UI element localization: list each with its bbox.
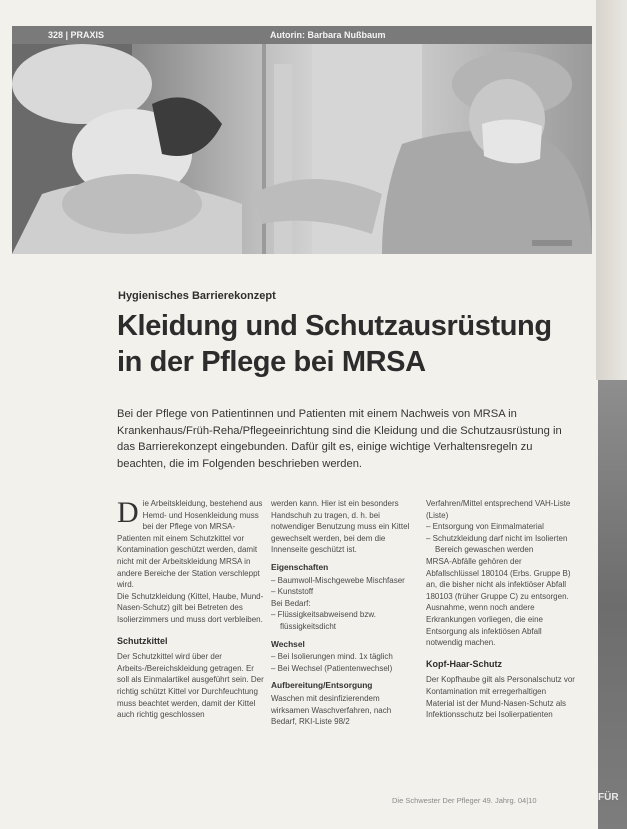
list-item: – Kunststoff xyxy=(271,587,314,597)
text-column-3 xyxy=(426,498,576,721)
adjacent-page-edge xyxy=(596,0,627,380)
heading-aufbereitung: Aufbereitung/Entsorgung xyxy=(271,680,373,691)
list-item: – Bei Wechsel (Patientenwechsel) xyxy=(271,663,393,673)
waste-paragraph: MRSA-Abfälle gehören der Abfallschlüssel 180104 (Erbs. Gruppe B) an, die bisher nicht als infektiöser Abfall 180103 (früher Gruppe C) zu entsorgen. Ausnahme, wenn noch andere Erkrankungen vorliegen, die eine Entsorgung als infektiösen Abfall notwendig machen. xyxy=(426,556,571,648)
disposal-text: Waschen mit desinfizierendem wirksamen Waschverfahren, nach Bedarf, RKI-Liste 98/2 xyxy=(271,693,392,727)
article-kicker: Hygienisches Barrierekonzept xyxy=(118,290,276,302)
intro-text: ie Arbeitskleidung, bestehend aus Hemd- und Hosenkleidung muss bei der Pflege von MRSA-Patienten mit einem Schutzkittel vor Kontamination geschützt werden, damit nicht mit der Arbeitskleidung MRSA in andere Bereiche der Station verschleppt wird. xyxy=(117,499,263,590)
article-title-line1: Kleidung und Schutzausrüstung xyxy=(117,310,552,342)
list-item: – Bei Isolierungen mind. 1x täglich xyxy=(271,652,393,662)
intro-text-2: Die Schutzkleidung (Kittel, Haube, Mund-Nasen-Schutz) gilt bei Betreten des Isolierzimmers und muss dort verbleiben. xyxy=(117,591,264,624)
section-heading-schutzkittel: Schutzkittel xyxy=(117,635,168,646)
section-heading-kopf-haar-schutz: Kopf-Haar-Schutz xyxy=(426,658,502,669)
drop-cap: D xyxy=(117,496,139,529)
photo-illustration xyxy=(12,44,592,254)
adjacent-page-mark: FÜR xyxy=(598,792,619,803)
properties-list xyxy=(271,575,419,598)
page-section-label: 328 | PRAXIS xyxy=(48,30,105,40)
col2-intro: werden kann. Hier ist ein besonders Handschuh zu tragen, d. h. bei notwendiger Benutzung muss ein Kittel gewechselt werden, bei dem die Innenseite geschützt ist. xyxy=(271,499,410,555)
heading-wechsel: Wechsel xyxy=(271,638,305,649)
text-column-1 xyxy=(117,498,265,721)
properties-note: Bei Bedarf: xyxy=(271,598,311,608)
header-strip xyxy=(12,26,592,44)
author-label: Autorin: Barbara Nußbaum xyxy=(270,30,386,40)
adjacent-page-shadow xyxy=(598,380,627,829)
text-column-2 xyxy=(271,498,419,728)
list-item: – Flüssigkeitsabweisend bzw. flüssigkeitsdicht xyxy=(271,610,376,631)
intro-paragraph xyxy=(117,498,265,591)
kopf-haar-schutz-body: Der Kopfhaube gilt als Personalschutz vor Kontamination mit erregerhaltigen Material ist der Mund-Nasen-Schutz als Infektionsschutz bei Isolierpatienten xyxy=(426,675,575,720)
schutzkittel-body: Der Schutzkittel wird über der Arbeits-/Bereichskleidung getragen. Er soll als Einmalartikel ausgeführt sein. Der richtig schützt Kittel vor Durchfeuchtung muss beachtet werden, damit der Kittel auch richtig geschlossen xyxy=(117,652,264,720)
disposal-list xyxy=(426,521,576,556)
article-title xyxy=(117,308,577,380)
list-item: – Baumwoll-Mischgewebe Mischfaser xyxy=(271,575,405,585)
properties-list-2 xyxy=(271,609,419,632)
list-item: – Schutzkleidung darf nicht im Isolierten Bereich gewaschen werden xyxy=(426,533,568,555)
list-item: – Entsorgung von Einmalmaterial xyxy=(426,522,544,532)
header-photo xyxy=(12,44,592,254)
change-list xyxy=(271,651,419,674)
article-title-line2: in der Pflege bei MRSA xyxy=(117,346,426,378)
heading-eigenschaften: Eigenschaften xyxy=(271,561,329,572)
page-footer: Die Schwester Der Pfleger 49. Jahrg. 04|10 xyxy=(392,796,537,805)
article-lead: Bei der Pflege von Patientinnen und Patienten mit einem Nachweis von MRSA in Krankenhaus/Früh-Reha/Pflegeeinrichtung sind die Kleidung und die Schutzausrüstung in das Barrierekonzept eingebunden. Dafür gilt es, einige wichtige Verhaltensregeln zu beachten, die im Folgenden beschrieben werden. xyxy=(117,408,562,470)
col3-intro: Verfahren/Mittel entsprechend VAH-Liste (Liste) xyxy=(426,499,571,520)
